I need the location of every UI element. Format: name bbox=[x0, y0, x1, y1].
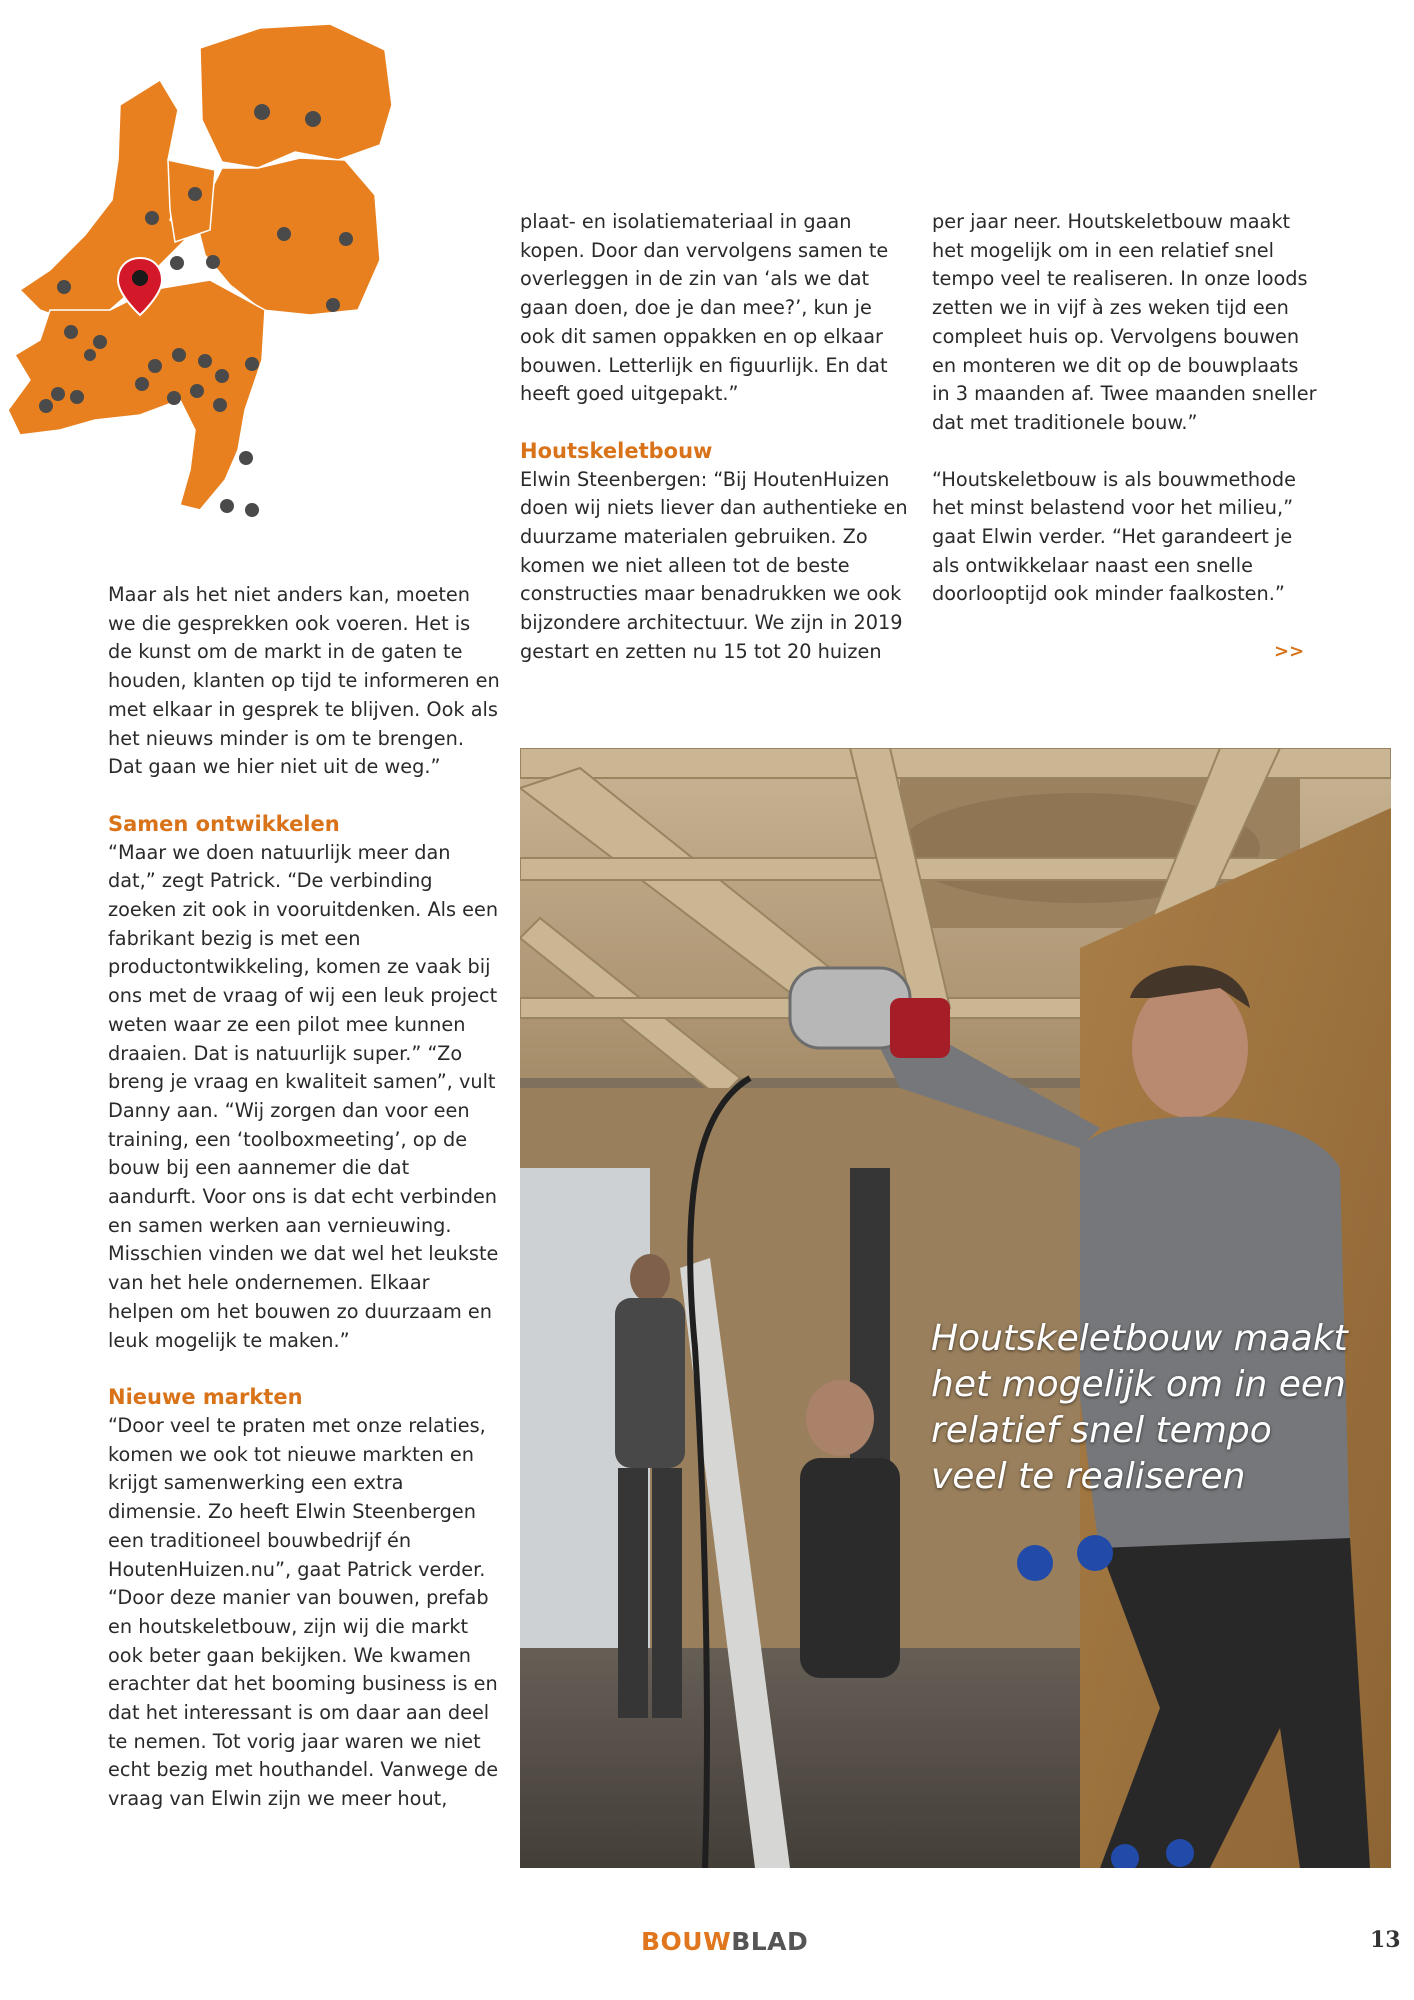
paragraph: Elwin Steenbergen: “Bij HoutenHuizen doen wij niets liever dan authentieke en duurzame materialen gebruiken. Zo komen we niet alleen tot de beste constructies maar benadrukken we ook bijzondere architectuur. We zijn in 2019 gestart en zetten nu 15 tot 20 huizen bbox=[520, 467, 908, 663]
paragraph: per jaar neer. Houtskeletbouw maakt het mogelijk om in een relatief snel tempo veel te realiseren. In onze loods zetten we in vijf à zes weken tijd een compleet huis op. Vervolgens bouwen en monteren we dit op de bouwplaats in 3 maanden af. Twee maanden sneller dat met traditionele bouw.” bbox=[932, 210, 1317, 434]
logo-part: BOUW bbox=[641, 1927, 732, 1956]
magazine-logo bbox=[641, 1927, 808, 1956]
construction-photo bbox=[520, 748, 1391, 1868]
netherlands-map bbox=[0, 10, 400, 540]
map-region-south bbox=[8, 280, 265, 510]
continue-marker: >> bbox=[1274, 641, 1305, 662]
map-region-center bbox=[168, 160, 215, 242]
paragraph: “Houtskeletbouw is als bouwmethode het minst belastend voor het milieu,” gaat Elwin verder. “Het garandeert je als ontwikkelaar naast een snelle doorlooptijd ook minder faalkosten.” bbox=[932, 467, 1297, 606]
section-heading: Samen ontwikkelen bbox=[108, 811, 340, 836]
map-region-holland bbox=[20, 80, 190, 322]
page-number: 13 bbox=[1370, 1927, 1401, 1953]
paragraph: plaat- en isolatiemateriaal in gaan kopen. Door dan vervolgens samen te overleggen in de zin van ‘als we dat gaan doen, doe je dan mee?’, kun je ook dit samen oppakken en op elkaar bouwen. Letterlijk en figuurlijk. En dat heeft goed uitgepakt.” bbox=[520, 210, 889, 406]
article-column-1 bbox=[108, 581, 500, 1814]
section-heading: Nieuwe markten bbox=[108, 1385, 303, 1410]
paragraph: “Door veel te praten met onze relaties, komen we ook tot nieuwe markten en krijgt samenwerking een extra dimensie. Zo heeft Elwin Steenbergen een traditioneel bouwbedrijf én HoutenHuizen.nu”, gaat Patrick verder. “Door deze manier van bouwen, prefab en houtskeletbouw, zijn wij die markt ook beter gaan bekijken. We kwamen erachter dat het booming business is en dat het interessant is om daar aan deel te nemen. Tot vorig jaar waren we niet echt bezig met houthandel. Vanwege de vraag van Elwin zijn we meer hout, bbox=[108, 1413, 499, 1811]
map-region-north bbox=[200, 24, 392, 168]
paragraph: Maar als het niet anders kan, moeten we die gesprekken ook voeren. Het is de kunst om de markt in de gaten te houden, klanten op tijd te informeren en met elkaar in gesprek te blijven. Ook als het nieuws minder is om te brengen. Dat gaan we hier niet uit de weg.” bbox=[108, 583, 500, 779]
article-column-3 bbox=[932, 208, 1317, 609]
section-heading: Houtskeletbouw bbox=[520, 438, 713, 463]
pull-quote: Houtskeletbouw maakt het mogelijk om in een relatief snel tempo veel te realiseren bbox=[931, 1318, 1348, 1497]
logo-part: BLAD bbox=[731, 1927, 809, 1956]
paragraph: “Maar we doen natuurlijk meer dan dat,” zegt Patrick. “De verbinding zoeken zit ook in vooruitdenken. Als een fabrikant bezig is met een productontwikkeling, komen ze vaak bij ons met de vraag of wij een leuk project weten waar ze een pilot mee kunnen draaien. Dat is natuurlijk super.” “Zo breng je vraag en kwaliteit samen”, vult Danny aan. “Wij zorgen dan voor een training, een ‘toolboxmeeting’, op de bouw bij een aannemer die dat aandurft. Voor ons is dat echt verbinden en samen werken aan vernieuwing. Misschien vinden we dat wel het leukste van het hele ondernemen. Elkaar helpen om het bouwen zo duurzaam en leuk mogelijk te maken.” bbox=[108, 840, 499, 1352]
article-column-2 bbox=[520, 208, 910, 667]
